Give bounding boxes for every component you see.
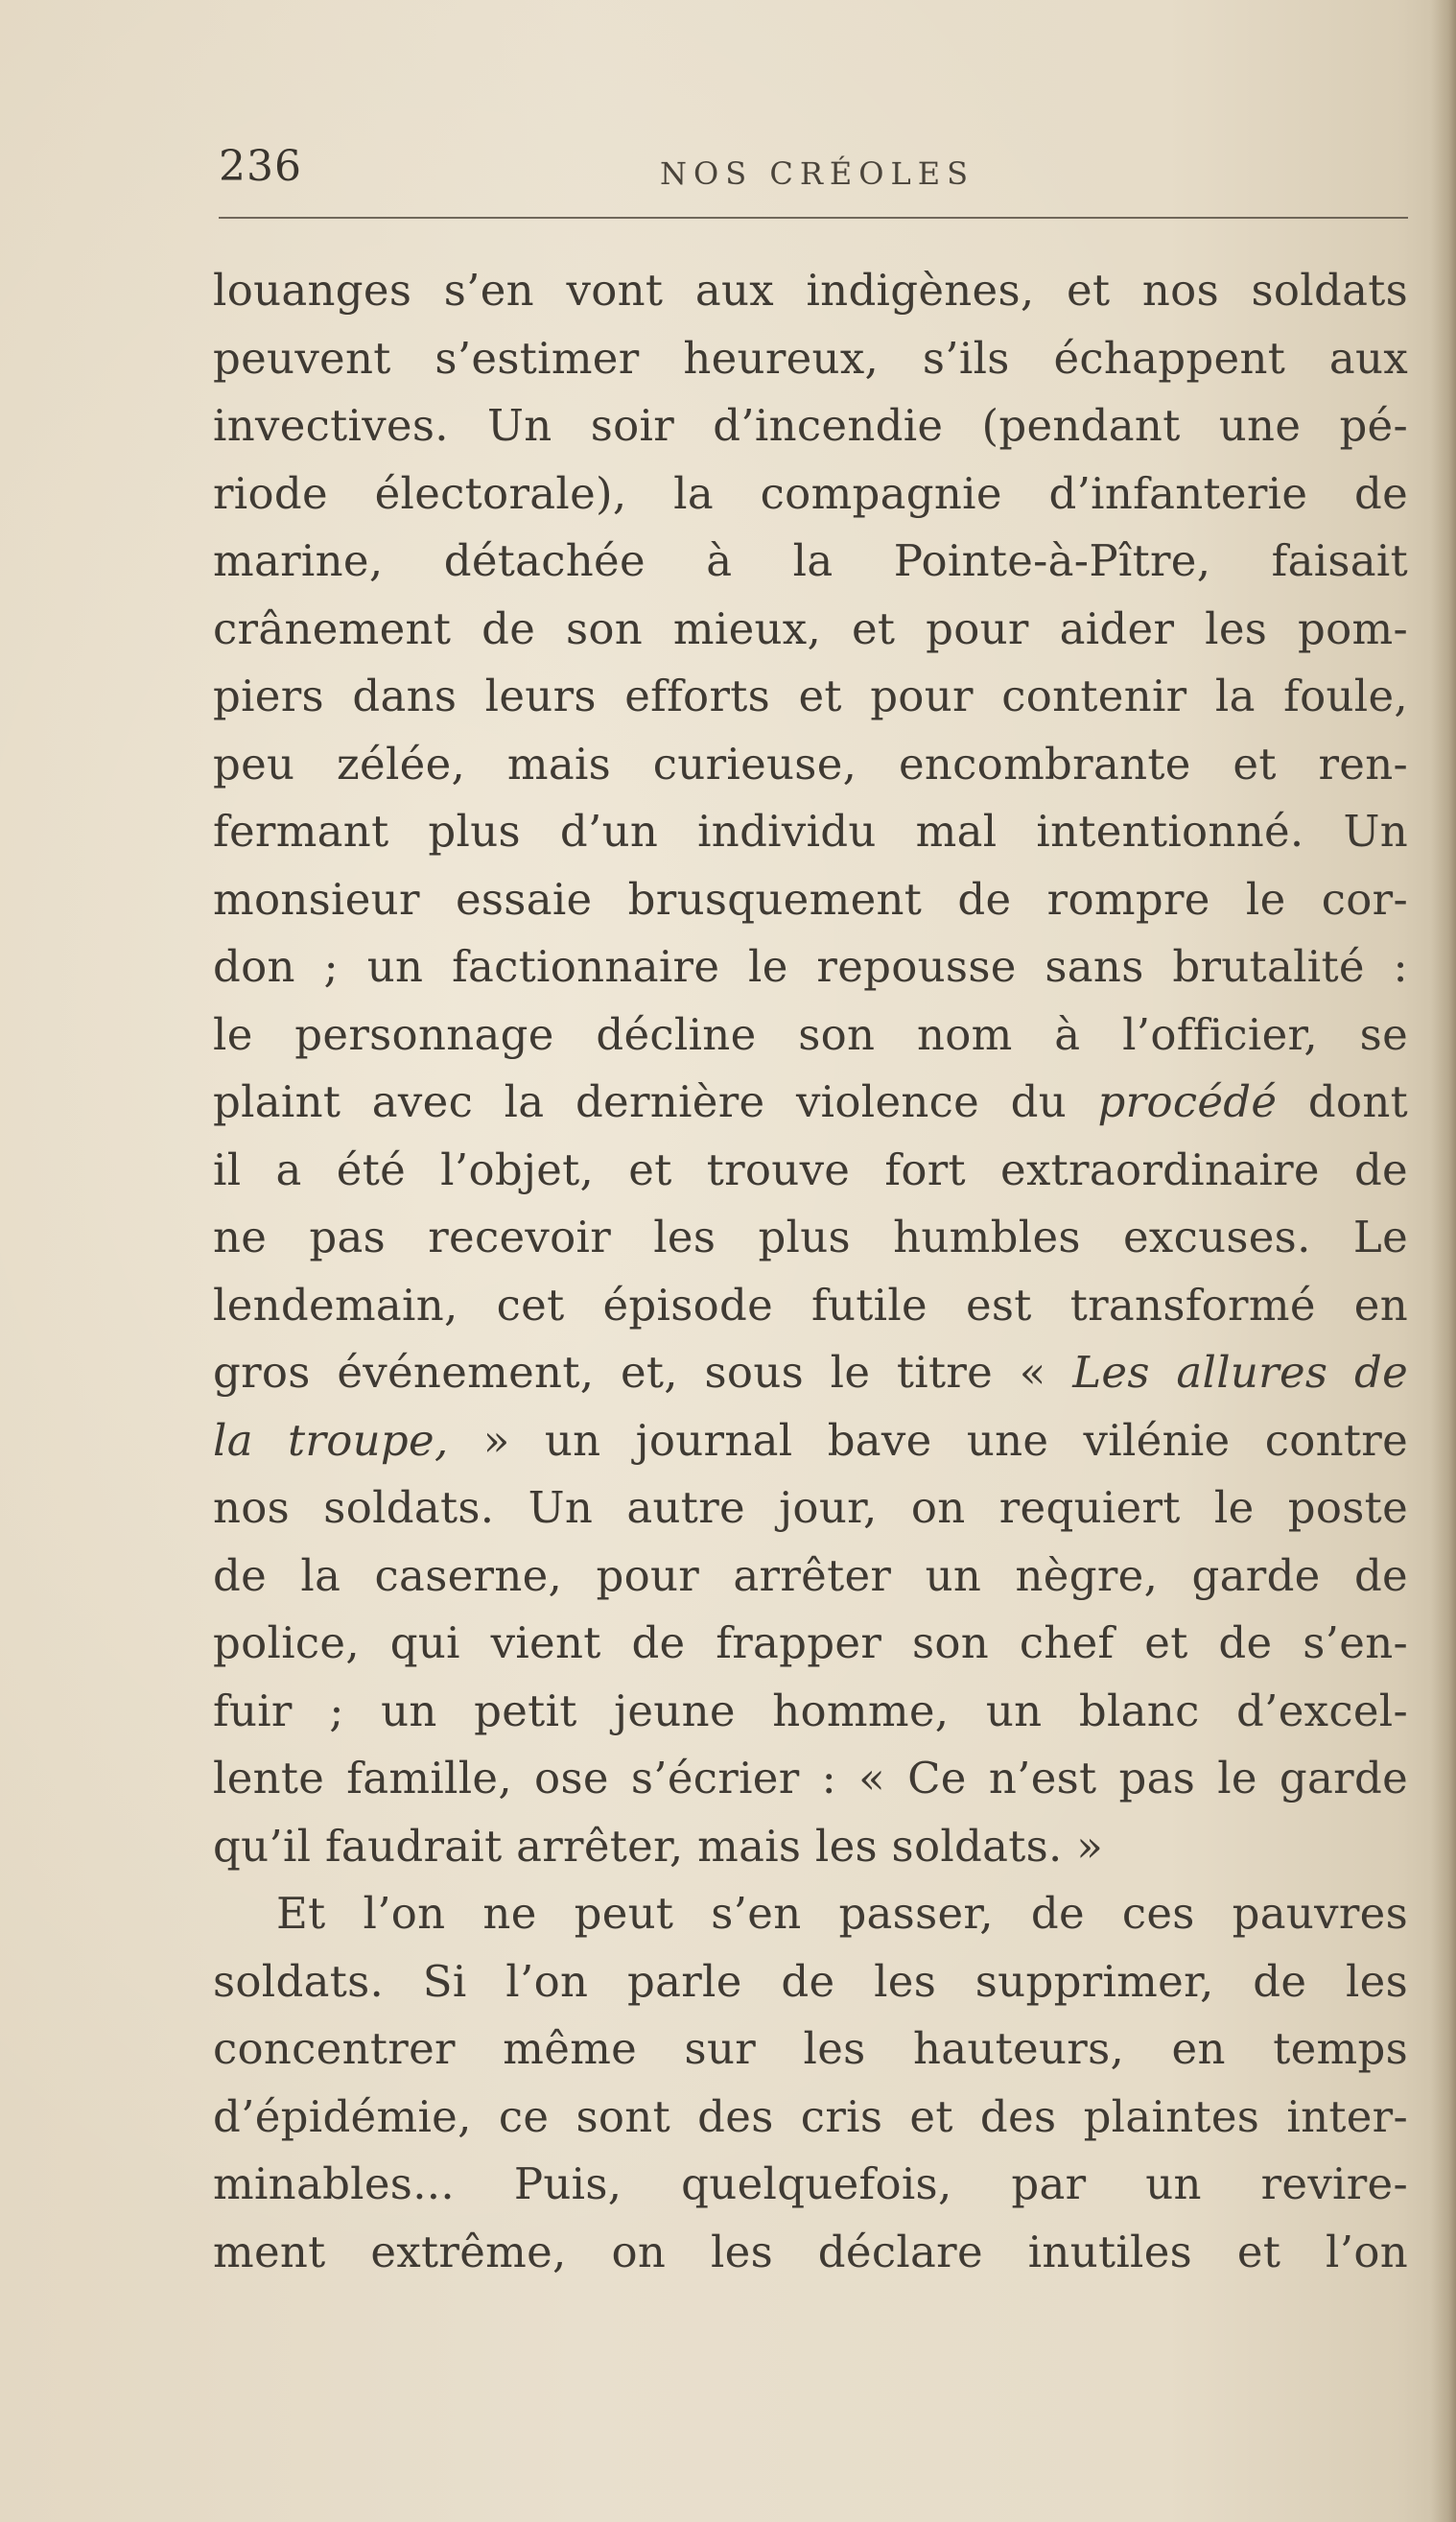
text-segment: ment extrême, on les déclare inutiles et l’on xyxy=(213,2226,1408,2277)
page-number: 236 xyxy=(219,142,302,191)
page-edge-shadow xyxy=(1431,0,1456,2522)
italic-text: Les allures de xyxy=(1072,1347,1409,1398)
text-line xyxy=(213,1407,1408,1475)
text-segment: concentrer même sur les hauteurs, en temps xyxy=(213,2023,1408,2074)
text-line xyxy=(213,1813,1408,1881)
text-line xyxy=(213,1339,1408,1407)
text-line xyxy=(213,663,1408,731)
body-text xyxy=(213,257,1408,2286)
text-line xyxy=(213,1002,1408,1070)
text-line xyxy=(213,528,1408,596)
text-line xyxy=(213,1272,1408,1340)
text-line xyxy=(213,1069,1408,1137)
text-line xyxy=(213,731,1408,799)
text-line xyxy=(213,798,1408,866)
text-segment: don ; un factionnaire le repousse sans brutalité : xyxy=(213,941,1408,992)
text-line xyxy=(213,1745,1408,1813)
text-line xyxy=(213,325,1408,393)
text-line xyxy=(213,1474,1408,1543)
text-segment: gros événement, et, sous le titre « xyxy=(213,1347,1073,1398)
text-line xyxy=(213,2219,1408,2287)
text-line xyxy=(213,2015,1408,2084)
text-line xyxy=(213,392,1408,460)
text-line xyxy=(213,1678,1408,1746)
text-segment: qu’il faudrait arrêter, mais les soldats. » xyxy=(213,1820,1104,1872)
text-line xyxy=(213,866,1408,934)
text-segment: louanges s’en vont aux indigènes, et nos soldats xyxy=(213,265,1408,316)
page-header xyxy=(219,134,1408,201)
text-segment: fermant plus d’un individu mal intentionné. Un xyxy=(213,806,1408,857)
text-line xyxy=(213,1880,1408,1948)
text-segment: marine, détachée à la Pointe-à-Pître, faisait xyxy=(213,535,1408,586)
text-line xyxy=(213,1137,1408,1205)
text-line xyxy=(213,257,1408,325)
text-segment: Et l’on ne peut s’en passer, de ces pauvres xyxy=(276,1888,1408,1939)
text-segment: soldats. Si l’on parle de les supprimer, de les xyxy=(213,1955,1408,2007)
text-line xyxy=(213,460,1408,529)
running-title: NOS CRÉOLES xyxy=(660,155,975,192)
text-line xyxy=(213,933,1408,1002)
text-segment: le personnage décline son nom à l’officier, se xyxy=(213,1008,1408,1060)
text-line xyxy=(213,2151,1408,2219)
text-segment: ne pas recevoir les plus humbles excuses. Le xyxy=(213,1212,1408,1262)
text-line xyxy=(213,596,1408,664)
text-segment: » un journal bave une vilénie contre xyxy=(448,1414,1409,1466)
header-rule xyxy=(219,217,1408,219)
italic-text: la troupe, xyxy=(213,1414,449,1466)
text-segment: nos soldats. Un autre jour, on requiert le poste xyxy=(213,1482,1408,1533)
text-segment: crânement de son mieux, et pour aider les pom- xyxy=(213,602,1408,654)
text-segment: de la caserne, pour arrêter un nègre, garde de xyxy=(213,1549,1408,1601)
text-segment: riode électorale), la compagnie d’infanterie de xyxy=(213,467,1408,519)
text-segment: lente famille, ose s’écrier : « Ce n’est pas le garde xyxy=(213,1753,1408,1803)
text-line xyxy=(213,1204,1408,1272)
text-segment: fuir ; un petit jeune homme, un blanc d’excel- xyxy=(213,1685,1408,1736)
text-segment: police, qui vient de frapper son chef et de s’en- xyxy=(213,1617,1408,1668)
text-segment: minables... Puis, quelquefois, par un revire- xyxy=(213,2158,1408,2209)
text-line xyxy=(213,1543,1408,1611)
text-segment: piers dans leurs efforts et pour contenir la foule, xyxy=(213,671,1408,721)
text-segment: invectives. Un soir d’incendie (pendant une pé- xyxy=(213,400,1408,451)
text-segment: peu zélée, mais curieuse, encombrante et ren- xyxy=(213,738,1408,790)
text-segment: d’épidémie, ce sont des cris et des plaintes inter- xyxy=(213,2090,1408,2142)
text-segment: lendemain, cet épisode futile est transformé en xyxy=(213,1279,1408,1331)
text-segment: peuvent s’estimer heureux, s’ils échappent aux xyxy=(213,332,1408,384)
italic-text: procédé xyxy=(1097,1076,1278,1127)
text-segment: dont xyxy=(1277,1076,1408,1127)
text-line xyxy=(213,2084,1408,2152)
text-segment: il a été l’objet, et trouve fort extraordinaire de xyxy=(213,1143,1408,1195)
text-line xyxy=(213,1948,1408,2016)
text-line xyxy=(213,1610,1408,1678)
text-segment: monsieur essaie brusquement de rompre le cor- xyxy=(213,873,1408,925)
text-segment: plaint avec la dernière violence du xyxy=(213,1076,1098,1127)
